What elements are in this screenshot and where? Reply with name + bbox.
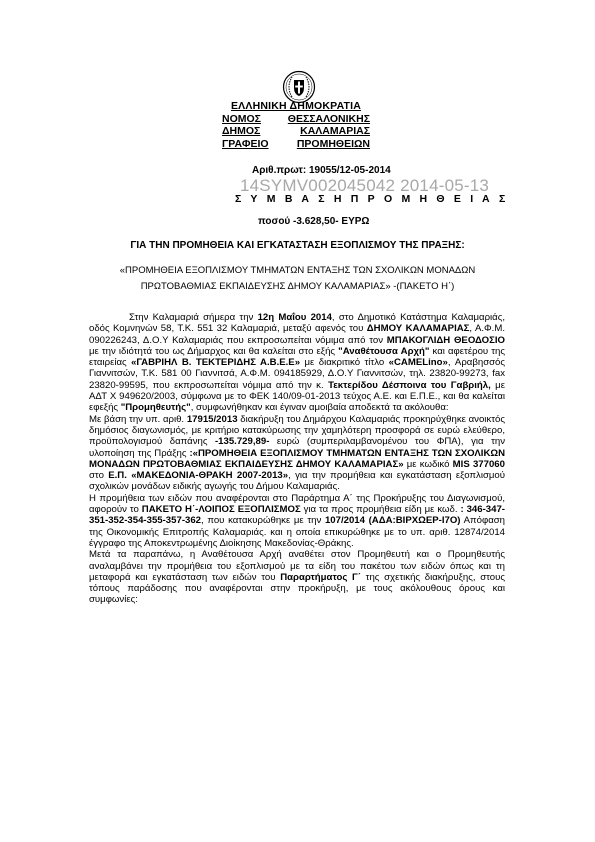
project-title	[56, 263, 539, 295]
header-prefecture-label: ΝΟΜΟΣ	[222, 112, 261, 125]
protocol-number: Αριθ.πρωτ: 19055/12-05-2014	[252, 165, 391, 176]
contract-body	[89, 312, 505, 606]
project-title-line2: ΠΡΩΤΟΒΑΘΜΙΑΣ ΕΚΠΑΙΔΕΥΣΗΣ ΔΗΜΟΥ ΚΑΛΑΜΑΡΙΑΣ» -(ΠΑΚΕΤΟ Η΄)	[140, 281, 455, 292]
header-office	[222, 138, 370, 151]
header-prefecture	[222, 113, 370, 126]
project-title-line1: «ΠΡΟΜΗΘΕΙΑ ΕΞΟΠΛΙΣΜΟΥ ΤΜΗΜΑΤΩΝ ΕΝΤΑΞΗΣ ΤΩΝ ΣΧΟΛΙΚΩΝ ΜΟΝΑΔΩΝ	[119, 265, 476, 276]
paragraph-parties: Στην Καλαμαριά σήμερα την 12η Μαΐου 2014, στο Δημοτικό Κατάστημα Καλαμαριάς, οδός Κομνηνών 58, Τ.Κ. 551 32 Καλαμαριά, μεταξύ αφενός του ΔΗΜΟΥ ΚΑΛΑΜΑΡΙΑΣ, Α.Φ.Μ. 090226243, Δ.Ο.Υ Καλαμαριάς που εκπροσωπείται νόμιμα από τον ΜΠΑΚΟΓΛΙΔΗ ΘΕΟΔΟΣΙΟ με την ιδιότητά του ως Δήμαρχος και θα καλείται στο εξής "Αναθέτουσα Αρχή" και αφετέρου της εταιρείας «ΓΑΒΡΙΗΛ Β. ΤΕΚΤΕΡΙΔΗΣ Α.Β.Ε.Ε» με διακριτικό τίτλο «CAMELino», Αραβησσός Γιαννιτσών, Τ.Κ. 581 00 Γιαννιτσά, Α.Φ.Μ. 094185929, Δ.Ο.Υ Γιαννιτσών, τηλ. 23820-99273, fax 23820-99595, που εκπροσωπείται νόμιμα από την κ. Τεκτερίδου Δέσποινα του Γαβριήλ, με ΑΔΤ Χ 949620/2003, σύμφωνα με το ΦΕΚ 140/09-01-2013 τεύχος Α.Ε. και Ε.Π.Ε., και θα καλείται εφεξής "Προμηθευτής", συμφωνήθηκαν και έγιναν αμοιβαία αποδεκτά τα ακόλουθα:	[89, 312, 506, 414]
header-municipality	[222, 125, 370, 138]
header-office-name: ΠΡΟΜΗΘΕΙΩΝ	[296, 137, 370, 150]
header-country: ΕΛΛΗΝΙΚΗ ΔΗΜΟΚΡΑΤΙΑ	[230, 100, 362, 112]
paragraph-tender: Με βάση την υπ. αριθ. 17915/2013 διακήρυξη του Δημάρχου Καλαμαριάς προκηρύχθηκε ανοικτός δημόσιος διαγωνισμός, με κριτήριο κατακύρωσης την χαμηλότερη προσφορά σε ευρώ ελεύθερο, προϋπολογισμού δαπάνης -135.729,89- ευρώ (συμπεριλαμβανομένου του ΦΠΑ), για την υλοποίηση της Πράξης :«ΠΡΟΜΗΘΕΙΑ ΕΞΟΠΛΙΣΜΟΥ ΤΜΗΜΑΤΩΝ ΕΝΤΑΞΗΣ ΤΩΝ ΣΧΟΛΙΚΩΝ ΜΟΝΑΔΩΝ ΠΡΩΤΟΒΑΘΜΙΑΣ ΕΚΠΑΙΔΕΥΣΗΣ ΔΗΜΟΥ ΚΑΛΑΜΑΡΙΑΣ» με κωδικό MIS 377060 στο Ε.Π. «ΜΑΚΕΔΟΝΙΑ-ΘΡΑΚΗ 2007-2013», για την προμήθεια και εγκατάσταση εξοπλισμού σχολικών μονάδων ειδικής αγωγής του Δήμου Καλαμαριάς.	[89, 413, 506, 493]
paragraph-assignment: Μετά τα παραπάνω, η Αναθέτουσα Αρχή αναθέτει στον Προμηθευτή και ο Προμηθευτής αναλαμβάνει την προμήθεια του εξοπλισμού με τα είδη του πακέτου των ειδών όπως και τη μεταφορά και εγκατάσταση των ειδών του Παραρτήματος Γ΄ της σχετικής διακήρυξης, στους τόπους παράδοσης που αναφέρονται στην προκήρυξη, με τους ακόλουθους όρους και συμφωνίες:	[89, 549, 505, 606]
header-office-label: ΓΡΑΦΕΙΟ	[222, 137, 269, 150]
ada-stamp: 14SYMV002045042 2014-05-13	[240, 176, 490, 195]
contract-subject: ΓΙΑ ΤΗΝ ΠΡΟΜΗΘΕΙΑ ΚΑΙ ΕΓΚΑΤΑΣΤΑΣΗ ΕΞΟΠΛΙΣΜΟΥ ΤΗΣ ΠΡΑΞΗΣ:	[130, 240, 465, 251]
header-municipality-name: ΚΑΛΑΜΑΡΙΑΣ	[300, 125, 370, 137]
header-prefecture-name: ΘΕΣΣΑΛΟΝΙΚΗΣ	[287, 112, 370, 125]
greek-coat-of-arms-icon	[282, 70, 316, 104]
issuer-header	[222, 100, 370, 150]
contract-title: Σ Υ Μ Β Α Σ Η Π Ρ Ο Μ Η Θ Ε Ι Α Σ	[235, 193, 509, 205]
paragraph-package: Η προμήθεια των ειδών που αναφέρονται στο Παράρτημα Α΄ της Προκήρυξης του Διαγωνισμού, αφορούν το ΠΑΚΕΤΟ Η΄-ΛΟΙΠΟΣ ΕΞΟΠΛΙΣΜΟΣ για τα προς προμήθεια είδη με κωδ. : 346-347-351-352-354-355-357-362, που κατακυρώθηκε με την 107/2014 (ΑΔΑ:ΒΙΡΧΩΕΡ-Ι7Ο) Απόφαση της Οικονομικής Επιτροπής Καλαμαριάς. και η οποία επικυρώθηκε με το υπ. αριθ. 12874/2014 έγγραφο της Αποκεντρωμένης Διοίκησης Μακεδονίας-Θράκης.	[89, 492, 506, 549]
contract-amount: ποσού -3.628,50- ΕΥΡΩ	[258, 216, 370, 227]
header-municipality-label: ΔΗΜΟΣ	[222, 125, 261, 137]
